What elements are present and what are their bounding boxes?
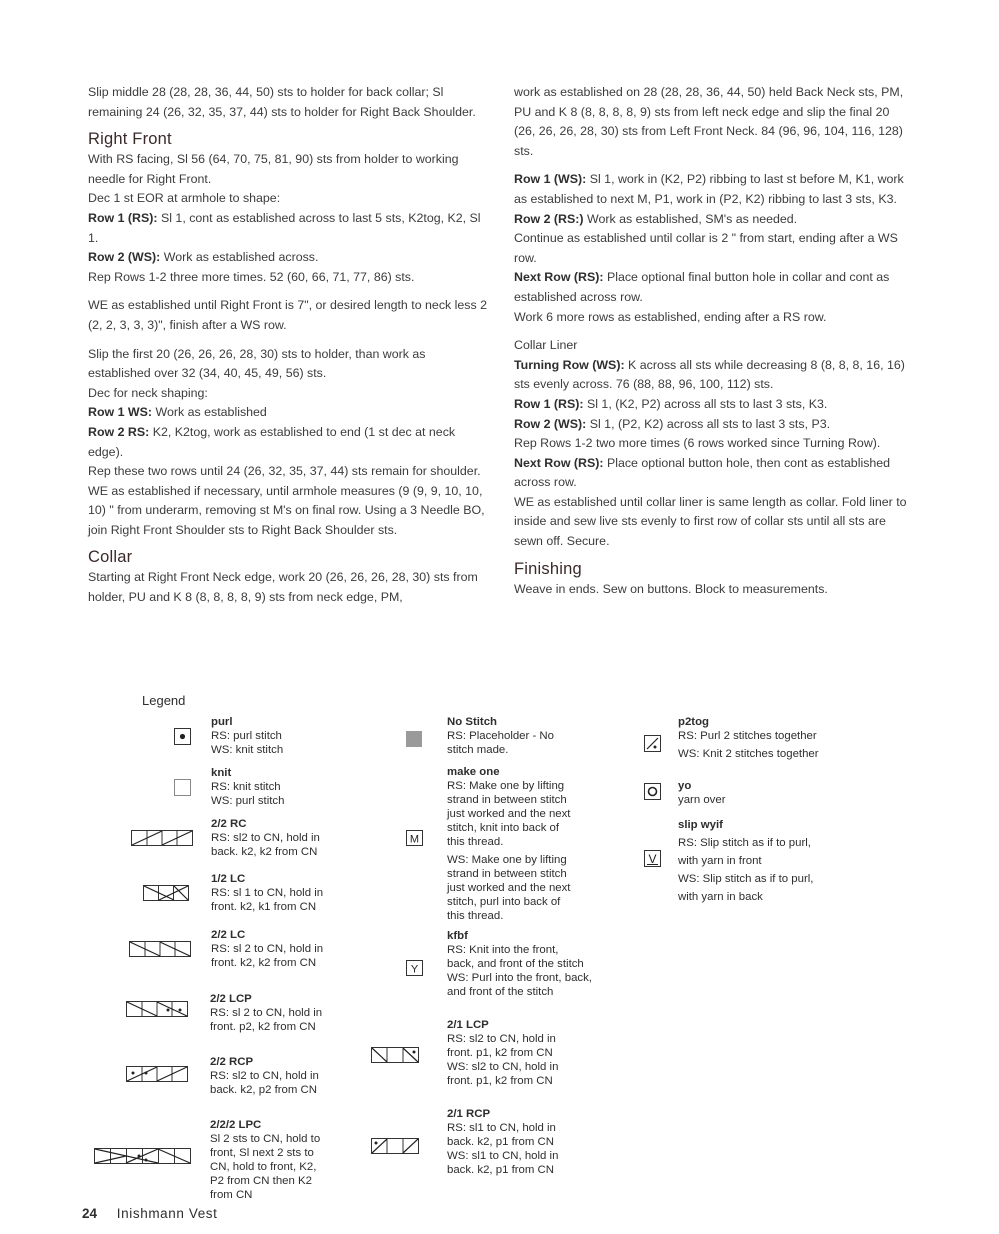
row-label: Next Row (RS): [514, 455, 604, 470]
page-number: 24 [82, 1206, 98, 1221]
item-desc: front. k2, k2 from CN [211, 957, 317, 969]
document-title: Inishmann Vest [116, 1206, 218, 1221]
legend-item-2-2-rcp [210, 1055, 319, 1097]
legend-item-2-1-lcp [447, 1018, 558, 1088]
item-desc: yarn over [678, 794, 726, 806]
row-text: Sl 1, (K2, P2) across all sts to last 3 sts, K3. [583, 396, 828, 411]
row-label: Row 2 (WS): [514, 416, 587, 431]
page-footer [82, 1206, 218, 1221]
row-text: Sl 1, work in (K2, P2) ribbing to last st before M, K1, work as established to next M, P1, work in (P2, K2) ribbing to last 3 sts, K3. [514, 172, 904, 206]
item-desc: strand in between stitch [447, 868, 567, 880]
paragraph [514, 170, 914, 209]
right-column [514, 83, 914, 599]
heading-collar: Collar [88, 548, 133, 567]
legend-item-p2tog [678, 715, 819, 761]
item-desc: front. p1, k2 from CN [447, 1047, 553, 1059]
slip-wyif-icon [644, 850, 662, 868]
paragraph: Slip the first 20 (26, 26, 26, 28, 30) sts to holder, than work as established over 32 (34, 40, 45, 49, 56) sts. [88, 346, 426, 381]
paragraph: WE as established if necessary, until armhole measures (9 (9, 9, 10, 10, 10) " from underarm, removing st M's on final row. Using a 3 Needle BO, join Right Front Shoulder sts to Right Back Shoulder sts. [88, 483, 485, 537]
item-desc: P2 from CN then K2 [210, 1175, 312, 1187]
item-desc: from CN [210, 1189, 253, 1201]
row-label: Row 1 WS: [88, 405, 153, 420]
item-name: 2/1 LCP [447, 1019, 489, 1031]
row-text: K2, K2tog, work as established to end (1 st dec at neck edge). [88, 424, 456, 459]
row-text: Work as established, SM's as needed. [583, 211, 798, 226]
item-desc: this thread. [447, 836, 504, 848]
paragraph: WE as established until Right Front is 7", or desired length to neck less 2 (2, 2, 3, 3, 3)", finish after a WS row. [88, 298, 488, 332]
heading-right-front: Right Front [88, 130, 172, 149]
row-label: Turning Row (WS): [514, 357, 625, 372]
row-label: Row 2 RS: [88, 424, 150, 439]
purl-symbol-icon [174, 728, 192, 746]
left-cable-2-2-icon [129, 941, 192, 958]
paragraph: With RS facing, Sl 56 (64, 70, 75, 81, 90) sts from holder to working needle for Right Front. [88, 152, 459, 186]
item-desc: RS: sl2 to CN, hold in [211, 832, 320, 844]
paragraph: Work 6 more rows as established, ending after a RS row. [514, 309, 827, 324]
row-label: Row 1 (WS): [514, 172, 587, 187]
item-desc: RS: Slip stitch as if to purl, [678, 837, 811, 849]
left-purl-cross-2-2-2-icon [94, 1148, 192, 1165]
paragraph [88, 423, 488, 462]
item-desc: RS: purl stitch [211, 730, 282, 742]
legend-item-yo [678, 779, 725, 807]
row-text: Work as established across. [160, 250, 319, 265]
item-desc: WS: Knit 2 stitches together [678, 748, 819, 760]
item-desc: and front of the stitch [447, 986, 554, 998]
item-name: 1/2 LC [211, 873, 246, 885]
item-name: 2/2 LCP [210, 993, 252, 1005]
paragraph [514, 454, 914, 493]
item-name: 2/1 RCP [447, 1108, 491, 1120]
row-text: Sl 1, (P2, K2) across all sts to last 3 sts, P3. [586, 416, 831, 431]
item-name: 2/2 LC [211, 929, 246, 941]
item-name: 2/2/2 LPC [210, 1119, 262, 1131]
item-name: No Stitch [447, 716, 497, 728]
paragraph: WE as established until collar liner is same length as collar. Fold liner to inside and sew live sts evenly to first row of collar sts until all sts are sewn off. Secure. [514, 494, 907, 549]
item-desc: RS: sl 1 to CN, hold in [211, 887, 324, 899]
item-name: kfbf [447, 930, 468, 942]
row-text: Sl 1, cont as established across to last 5 sts, K2tog, K2, Sl 1. [88, 210, 481, 245]
item-name: 2/2 RC [211, 818, 247, 830]
item-name: knit [211, 767, 232, 779]
item-desc: front. k2, k1 from CN [211, 901, 317, 913]
kfbf-glyph: Y [410, 963, 419, 976]
p2tog-icon [644, 735, 662, 753]
item-desc: RS: sl 2 to CN, hold in [210, 1007, 323, 1019]
legend-item-knit [211, 766, 284, 808]
left-column [88, 83, 488, 608]
legend-item-2-1-rcp [447, 1107, 558, 1177]
item-desc: just worked and the next [447, 808, 571, 820]
row-label: Row 2 (WS): [88, 250, 161, 265]
item-name: p2tog [678, 716, 710, 728]
item-desc: Sl 2 sts to CN, hold to [210, 1133, 321, 1145]
item-desc: WS: Make one by lifting [447, 854, 567, 866]
paragraph [88, 403, 488, 423]
legend-item-make-one [447, 765, 570, 923]
subheading-collar-liner: Collar Liner [514, 338, 578, 353]
right-cross-purl-2-2-icon [126, 1066, 189, 1083]
legend-item-kfbf [447, 929, 592, 999]
no-stitch-icon [406, 731, 423, 748]
item-desc: back. k2, p2 from CN [210, 1084, 317, 1096]
item-desc: front. p2, k2 from CN [210, 1021, 316, 1033]
row-text: Place optional final button hole in collar and cont as established across row. [514, 270, 890, 304]
item-desc: strand in between stitch [447, 794, 567, 806]
paragraph: Weave in ends. Sew on buttons. Block to measurements. [514, 581, 828, 596]
item-desc: RS: knit stitch [211, 781, 281, 793]
item-name: make one [447, 766, 500, 778]
item-desc: RS: Purl 2 stitches together [678, 730, 817, 742]
item-name: purl [211, 716, 233, 728]
item-desc: RS: sl2 to CN, hold in [447, 1033, 556, 1045]
item-desc: front. p1, k2 from CN [447, 1075, 553, 1087]
item-desc: RS: Placeholder - No [447, 730, 554, 742]
item-desc: RS: sl1 to CN, hold in [447, 1122, 556, 1134]
right-cross-purl-2-1-icon [371, 1138, 421, 1155]
item-name: yo [678, 780, 692, 792]
legend-item-2-2-rc [211, 817, 320, 859]
row-text: Work as established [152, 405, 267, 420]
legend-item-2-2-lcp [210, 992, 322, 1034]
legend-item-no-stitch [447, 715, 554, 757]
row-label: Row 2 (RS:) [514, 211, 584, 226]
row-label: Next Row (RS): [514, 270, 604, 285]
paragraph: Rep Rows 1-2 three more times. 52 (60, 66, 71, 77, 86) sts. [88, 269, 415, 284]
item-desc: back. k2, p1 from CN [447, 1136, 554, 1148]
item-desc: just worked and the next [447, 882, 571, 894]
row-text: Place optional button hole, then cont as established across row. [514, 455, 891, 490]
paragraph: work as established on 28 (28, 28, 36, 44, 50) held Back Neck sts, PM, PU and K 8 (8, 8, 8, 8, 9) sts from left neck edge and slip the final 20 (26, 26, 26, 28, 30) sts from Left Front Neck. 84 (96, 96, 104, 116, 128) sts. [514, 85, 904, 158]
item-desc: back. k2, p1 from CN [447, 1164, 554, 1176]
item-desc: stitch, knit into back of [447, 822, 560, 834]
left-cross-purl-2-1-icon [371, 1047, 421, 1064]
paragraph: Slip middle 28 (28, 28, 36, 44, 50) sts to holder for back collar; Sl remaining 24 (26, 32, 35, 37, 44) sts to holder for Right Back Shoulder. [88, 85, 476, 119]
item-desc: CN, hold to front, K2, [210, 1161, 317, 1173]
yarn-over-icon [644, 783, 662, 801]
paragraph [88, 209, 488, 248]
row-label: Row 1 (RS): [514, 396, 584, 411]
legend-item-1-2-lc [211, 872, 323, 914]
item-desc: this thread. [447, 910, 504, 922]
row-label: Row 1 (RS): [88, 210, 158, 225]
make-one-icon [406, 830, 424, 847]
item-desc: WS: purl stitch [211, 795, 285, 807]
paragraph: Dec 1 st EOR at armhole to shape: [88, 191, 281, 206]
paragraph [514, 268, 914, 307]
item-desc: back, and front of the stitch [447, 958, 584, 970]
paragraph [88, 248, 488, 268]
paragraph [514, 356, 914, 395]
item-desc: back. k2, k2 from CN [211, 846, 318, 858]
item-desc: with yarn in back [678, 891, 763, 903]
paragraph: Rep Rows 1-2 two more times (6 rows worked since Turning Row). [514, 436, 881, 451]
item-desc: stitch, purl into back of [447, 896, 561, 908]
paragraph [514, 395, 914, 415]
paragraph: Rep these two rows until 24 (26, 32, 35, 37, 44) sts remain for shoulder. [88, 464, 481, 479]
item-desc: with yarn in front [678, 855, 762, 867]
item-desc: WS: sl2 to CN, hold in [447, 1061, 559, 1073]
left-cross-purl-2-2-icon [126, 1001, 189, 1018]
item-desc: front, Sl next 2 sts to [210, 1147, 314, 1159]
paragraph [514, 415, 914, 435]
legend-title: Legend [142, 693, 186, 708]
paragraph: Dec for neck shaping: [88, 385, 208, 400]
paragraph: Starting at Right Front Neck edge, work 20 (26, 26, 26, 28, 30) sts from holder, PU and K 8 (8, 8, 8, 8, 9) sts from neck edge, PM, [88, 570, 478, 605]
row-text: K across all sts while decreasing 8 (8, 8, 8, 16, 16) sts evenly across. 76 (88, 88, 96, 100, 112) sts. [514, 357, 905, 392]
item-desc: stitch made. [447, 744, 509, 756]
heading-finishing: Finishing [514, 559, 582, 578]
slip-wyif-glyph: V [648, 852, 657, 866]
legend-item-slip-wyif [678, 818, 813, 904]
item-desc: WS: Slip stitch as if to purl, [678, 873, 814, 885]
knit-symbol-icon [174, 779, 192, 797]
legend-item-purl [211, 715, 283, 757]
item-name: 2/2 RCP [210, 1056, 254, 1068]
item-desc: WS: sl1 to CN, hold in [447, 1150, 559, 1162]
right-cable-2-2-icon [131, 830, 194, 847]
paragraph [514, 210, 914, 230]
item-desc: RS: sl2 to CN, hold in [210, 1070, 319, 1082]
left-cross-1-2-icon [143, 885, 190, 902]
item-desc: WS: knit stitch [211, 744, 284, 756]
kfbf-icon [406, 960, 424, 977]
item-desc: RS: sl 2 to CN, hold in [211, 943, 324, 955]
item-desc: RS: Knit into the front, [447, 944, 559, 956]
item-desc: RS: Make one by lifting [447, 780, 565, 792]
make-one-glyph: M [409, 833, 420, 846]
item-name: slip wyif [678, 819, 723, 831]
legend-item-2-2-2-lpc [210, 1118, 320, 1202]
item-desc: WS: Purl into the front, back, [447, 972, 592, 984]
legend-item-2-2-lc [211, 928, 323, 970]
paragraph: Continue as established until collar is 2 " from start, ending after a WS row. [514, 231, 898, 265]
